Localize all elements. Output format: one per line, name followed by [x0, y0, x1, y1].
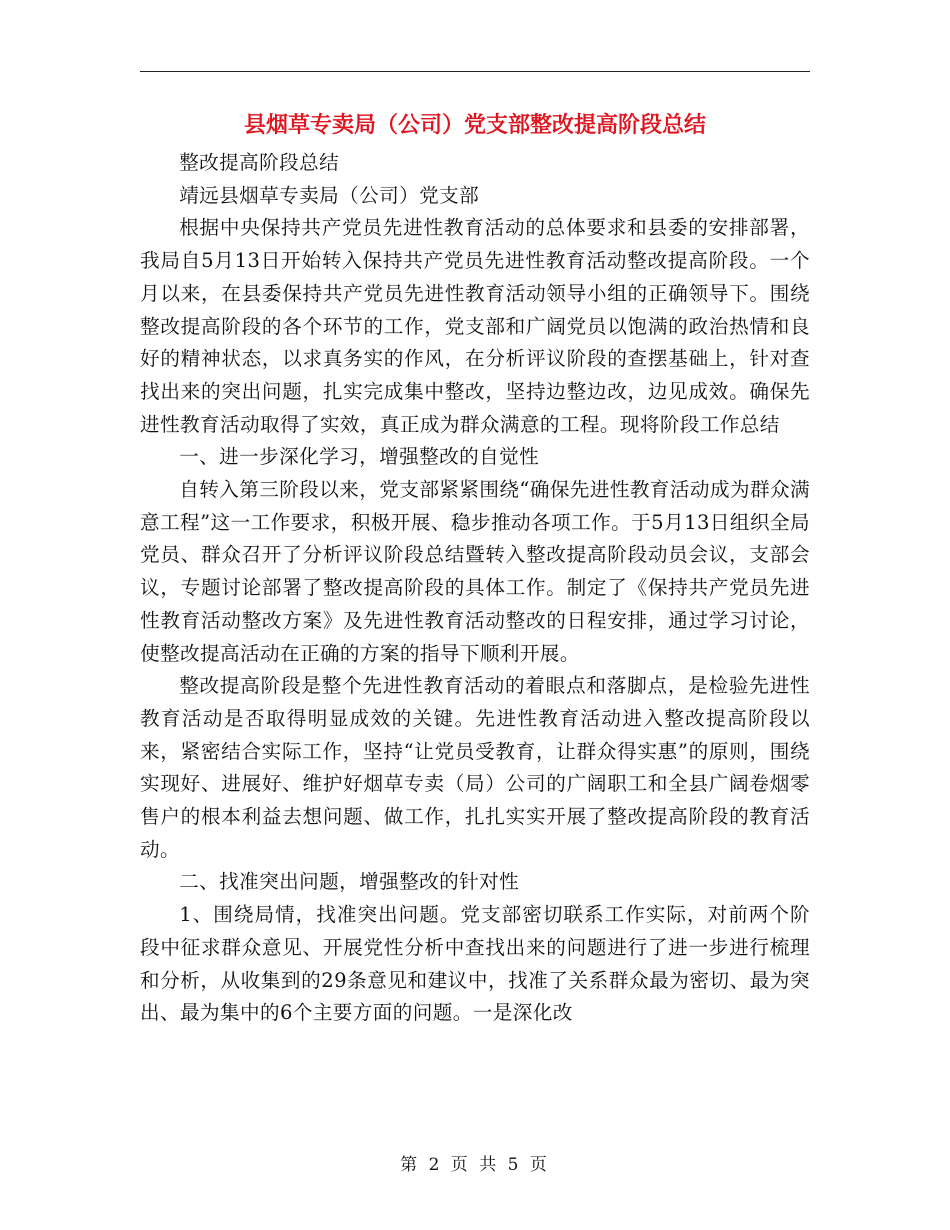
header-rule: [140, 71, 810, 72]
document-title: 县烟草专卖局（公司）党支部整改提高阶段总结: [243, 113, 706, 138]
paragraph-section-2a: 1、围绕局情，找准突出问题。党支部密切联系工作实际，对前两个阶段中征求群众意见、开展党性分析中查找出来的问题进行了进一步进行梳理和分析，从收集到的29条意见和建议中，找准了关系群众最为密切、最为突出、最为集中的6个主要方面的问题。一是深化改: [140, 903, 810, 1025]
section-heading-2: 二、找准突出问题，增强整改的针对性: [179, 870, 520, 894]
paragraph-section-1a: 自转入第三阶段以来，党支部紧紧围绕“确保先进性教育活动成为群众满意工程”这一工作要求，积极开展、稳步推动各项工作。于5月13日组织全局党员、群众召开了分析评议阶段总结暨转入整改提高阶段动员会议，支部会议，专题讨论部署了整改提高阶段的具体工作。制定了《保持共产党员先进性教育活动整改方案》及先进性教育活动整改的日程安排，通过学习讨论，使整改提高活动在正确的方案的指导下顺利开展。: [140, 478, 810, 665]
paragraph-organization: 靖远县烟草专卖局（公司）党支部: [179, 183, 480, 207]
document-body: [140, 147, 810, 1030]
paragraph-intro: 根据中央保持共产党员先进性教育活动的总体要求和县委的安排部署，我局自5月13日开始转入保持共产党员先进性教育活动整改提高阶段。一个月以来，在县委保持共产党员先进性教育活动领导小组的正确领导下。围绕整改提高阶段的各个环节的工作，党支部和广阔党员以饱满的政治热情和良好的精神状态，以求真务实的作风，在分析评议阶段的查摆基础上，针对查找出来的突出问题，扎实完成集中整改，坚持边整边改，边见成效。确保先进性教育活动取得了实效，真正成为群众满意的工程。现将阶段工作总结: [140, 216, 810, 436]
section-heading-1: 一、进一步深化学习，增强整改的自觉性: [179, 445, 540, 469]
paragraph-section-1b: 整改提高阶段是整个先进性教育活动的着眼点和落脚点，是检验先进性教育活动是否取得明显成效的关键。先进性教育活动进入整改提高阶段以来，紧密结合实际工作，坚持“让党员受教育，让群众得实惠”的原则，围绕实现好、进展好、维护好烟草专卖（局）公司的广阔职工和全县广阔卷烟零售户的根本利益去想问题、做工作，扎扎实实开展了整改提高阶段的教育活动。: [140, 674, 810, 861]
page-number: 第 2 页 共 5 页: [400, 1155, 550, 1175]
paragraph-subtitle: 整改提高阶段总结: [179, 151, 340, 174]
